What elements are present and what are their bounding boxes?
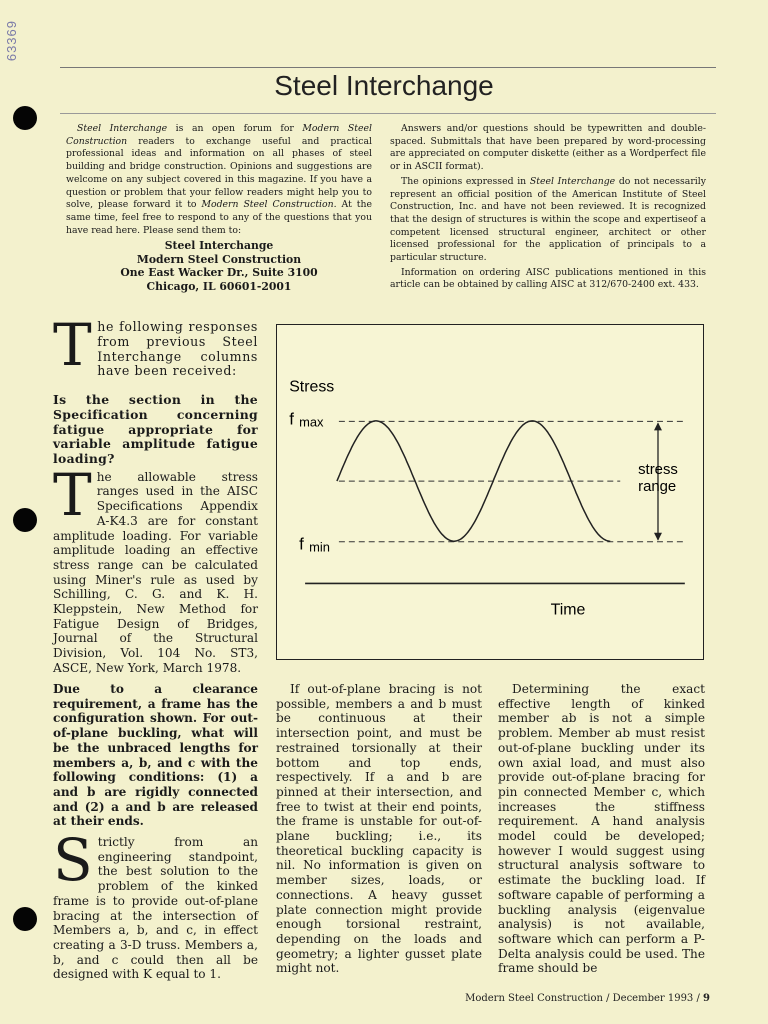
column-2-text: If out-of-plane bracing is not possible, members a and b must be continuous at their intersection point, and must be restrained torsionally at their bottom and top ends, respectively. If a and b are pinned at their intersection, and free to twist at their end points, the frame is unstable for out-of-plane buckling; i.e., its theoretical buckling capacity is nil. No information is given on member sizes, loads, or connections. A heavy gusset plate connection might provide enough torsional restraint, depending on the loads and geometry; a lighter gusset plate might not. <box>276 682 482 976</box>
intro-italic: Steel Interchange <box>77 123 168 134</box>
address-line: Chicago, IL 60601-2001 <box>146 279 292 293</box>
drop-cap: S <box>53 826 93 895</box>
range-arrow-head-down <box>654 533 662 541</box>
chart-svg <box>277 325 703 659</box>
fmax-subscript: max <box>299 414 324 430</box>
intro-text: readers to exchange useful and practical professional ideas and information on all phases of steel building and bridge construction. Opinions and suggestions are welcome on any subject covered in this magazine. If you have a question or problem that your fellow readers might help you to solve, please forward it to <box>66 135 372 211</box>
page-title: Steel Interchange <box>274 70 494 101</box>
intro-italic: Modern Steel Construction <box>201 199 334 211</box>
footer-text: Modern Steel Construction / December 1993 / <box>465 993 704 1004</box>
lead-paragraph <box>53 311 258 379</box>
fmax-label: f <box>289 409 294 429</box>
page-number: 9 <box>703 993 710 1004</box>
intro-paragraph <box>66 123 372 237</box>
column-1-lower <box>53 682 258 982</box>
range-label: stress <box>638 462 678 479</box>
intro-text: . At the same time, feel free to respond to any of the questions that you have read here. Please send them to: <box>66 199 372 236</box>
mailing-address <box>66 239 372 293</box>
drop-cap: T <box>53 311 93 379</box>
question-1: Is the section in the Specification concerning fatigue appropriate for variable amplitude fatigue loading? <box>53 392 258 466</box>
range-label: range <box>638 479 677 496</box>
binder-hole <box>13 106 37 130</box>
address-line: Modern Steel Construction <box>136 252 302 266</box>
binder-hole <box>13 907 37 931</box>
disclaimer-italic: Steel Interchange <box>529 175 616 187</box>
question-2: Due to a clearance requirement, a frame has the configuration shown. For out-of-plane buckling, what will be the unbraced lengths for members a, b, and c with the following conditions: (1) a and b are rigidly connected and (2) a and b are released at their ends. <box>53 682 258 829</box>
answer-1 <box>53 460 258 676</box>
fmin-subscript: min <box>309 539 330 555</box>
column-3 <box>498 682 705 976</box>
disclaimer <box>390 176 706 265</box>
answer-1-text: he allowable stress ranges used in the AISC Specifications Appendix A-K4.3 are for constant amplitude loading. For variable amplitude loading an effective stress range can be calculated using Miner's rule as used by Schilling, C. G. and K. H. Kleppstein, New Method for Fatigue Design of Bridges, Journal of the Structural Division, Vol. 104 No. ST3, ASCE, New York, March 1978. <box>53 469 258 675</box>
disclaimer-text: The opinions expressed in <box>401 175 530 187</box>
title-rule <box>60 113 716 114</box>
answer-2 <box>53 826 258 982</box>
page-tag: 63369 <box>4 20 19 62</box>
column-3-text: Determining the exact effective length of kinked member ab is not a simple problem. Member ab must resist out-of-plane buckling under its own axial load, and must also provide out-of-plane bracing for pin connected Member c, which increases the stiffness requirement. A hand analysis model could be developed; however I would suggest using structural analysis software to estimate the buckling load. If software capable of performing a buckling analysis (eigenvalue analysis) is not available, software which can perform a P-Delta analysis could be used. The frame should be <box>498 682 705 976</box>
intro-left <box>66 123 372 293</box>
page-footer <box>465 993 710 1004</box>
top-rule <box>60 67 716 68</box>
y-axis-label: Stress <box>289 378 335 396</box>
address-line: Steel Interchange <box>164 239 274 253</box>
range-arrow-head-up <box>654 422 662 430</box>
drop-cap: T <box>53 460 92 529</box>
intro-italic: Modern Steel Construction <box>66 123 373 147</box>
intro-right <box>390 123 706 294</box>
column-1-upper <box>53 311 258 676</box>
answer-2-text: trictly from an engineering standpoint, the best solution to the problem of the kinked frame is to provide out-of-plane bracing at the intersection of Members a, b, and c, in effect creating a 3-D truss. Members a, b, and c could then all be designed with K equal to 1. <box>53 835 258 982</box>
submission-note: Answers and/or questions should be typewritten and double-spaced. Submittals that have been prepared by word-processing are appreciated on computer diskette (either as a Wordperfect file or in ASCII format). <box>390 123 706 173</box>
address-line: One East Wacker Dr., Suite 3100 <box>120 266 318 280</box>
ordering-info: Information on ordering AISC publications mentioned in this article can be obtained by calling AISC at 312/670-2400 ext. 433. <box>390 266 706 291</box>
column-2 <box>276 682 482 976</box>
x-axis-label: Time <box>550 601 586 619</box>
lead-text: he following responses from previous Steel Interchange columns have been received: <box>97 319 258 379</box>
intro-text: is an open forum for <box>167 123 303 134</box>
fmin-label: f <box>299 534 304 554</box>
stress-time-chart <box>276 324 704 660</box>
disclaimer-text: do not necessarily represent an official position of the American Institute of Steel Construction, Inc. and have not been reviewed. It is recognized that the design of structures is within the scope and expertiseof a competent licensed structural engineer, architect or other licensed professional for the application of principals to a particular structure. <box>390 175 706 264</box>
binder-hole <box>13 508 37 532</box>
